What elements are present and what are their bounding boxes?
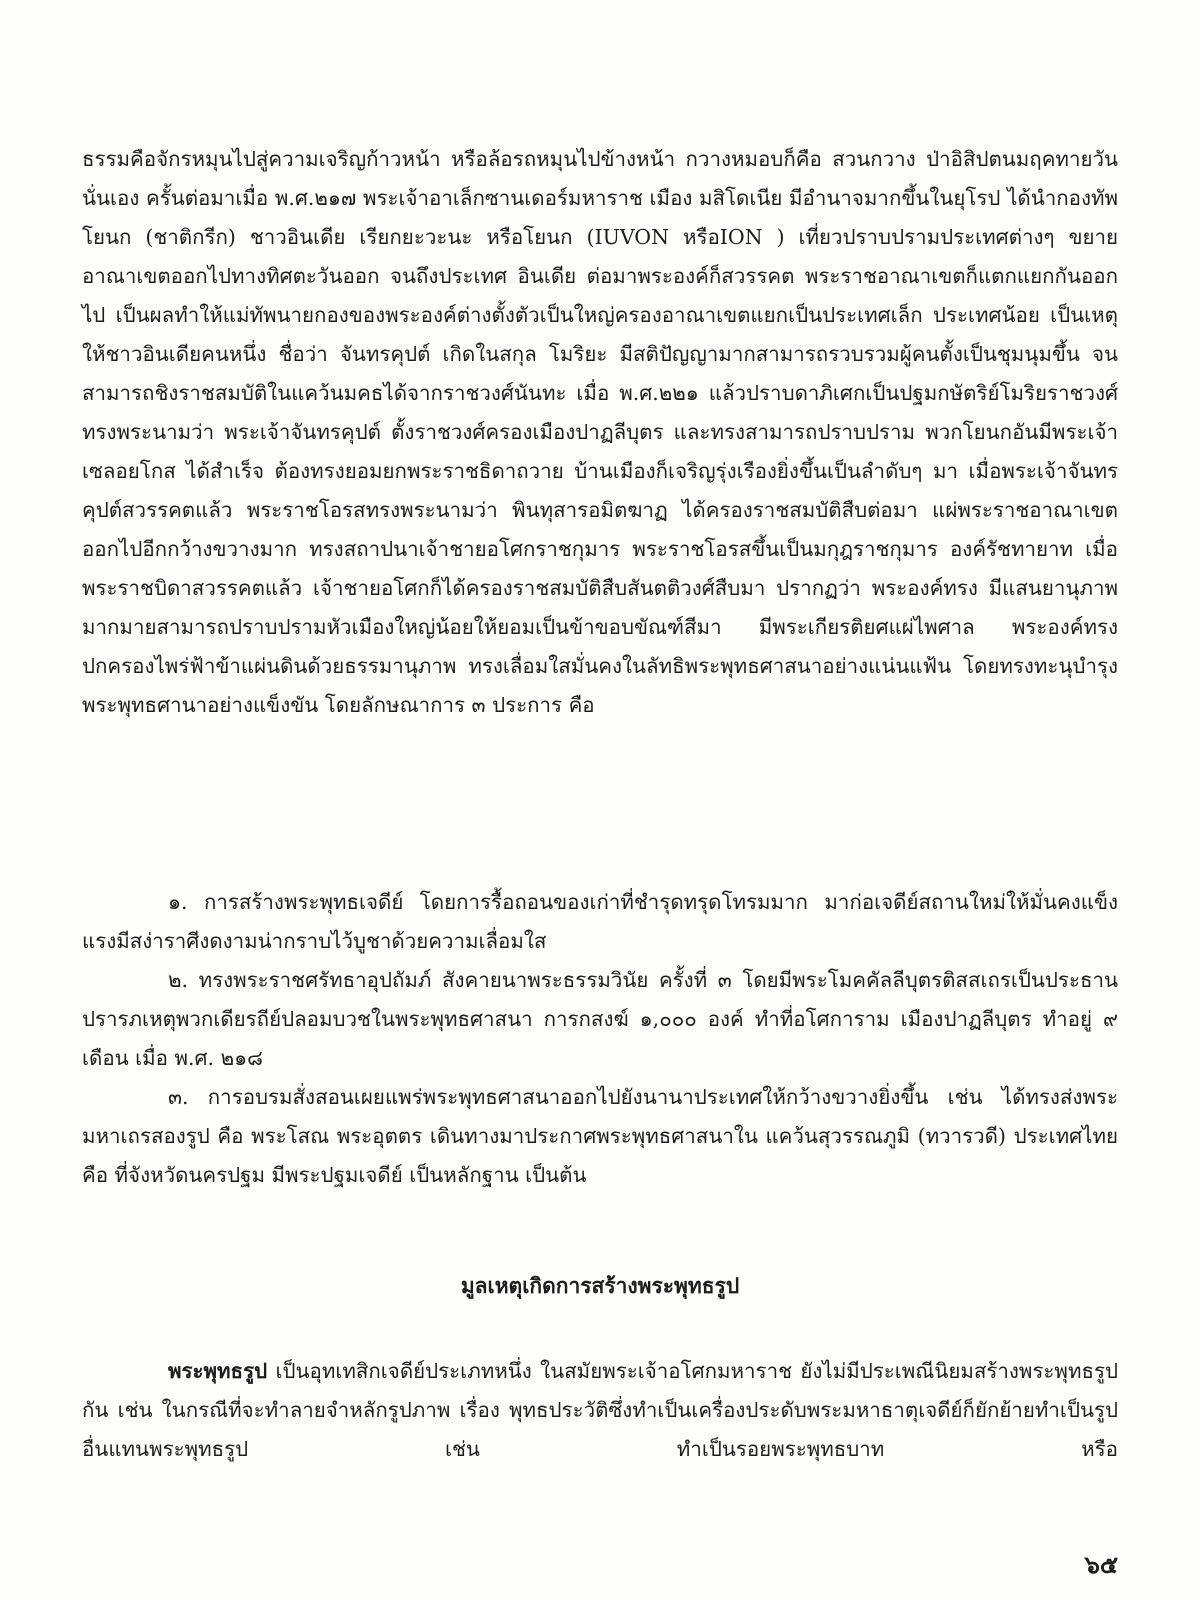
list-item-3: ๓. การอบรมสั่งสอนเผยแพร่พระพุทธศาสนาออกไปยังนานาประเทศให้กว้างขวางยิ่งขึ้น เช่น ได้ทรงส่งพระมหาเถรสองรูป คือ พระโสณ พระอุตตร เดินทางมาประกาศพระพุทธศาสนาใน แคว้นสุวรรณภูมิ (ทวารวดี) ประเทศไทยคือ ที่จังหวัดนครปฐม มีพระปฐมเจดีย์ เป็นหลักฐาน เป็นต้น xyxy=(82,1085,1118,1187)
paragraph-body: เป็นอุทเทสิกเจดีย์ประเภทหนึ่ง ในสมัยพระเจ้าอโศกมหาราช ยังไม่มีประเพณีนิยมสร้างพระพุทธรูปกัน เช่น ในกรณีที่จะทำลายจำหลักรูปภาพ เรื่อง พุทธประวัติซึ่งทำเป็นเครื่องประดับพระมหาธาตุเจดีย์ก็ยักย้ายทำเป็นรูปอื่นแทนพระพุทธรูป เช่น ทำเป็นรอยพระพุทธบาท หรือ xyxy=(82,1359,1118,1461)
paragraph-lead-term: พระพุทธรูป xyxy=(168,1359,268,1383)
page-number: ๖๕ xyxy=(1084,1550,1118,1579)
list-item-2: ๒. ทรงพระราชศรัทธาอุปถัมภ์ สังคายนาพระธรรมวินัย ครั้งที่ ๓ โดยมีพระโมคคัลลีบุตรติสสเถรเป็นประธาน ปรารภเหตุพวกเดียรถีย์ปลอมบวชในพระพุทธศาสนา การกสงฆ์ ๑,๐๐๐ องค์ ทำที่อโศการาม เมืองปาฏลีบุตร ทำอยู่ ๙ เดือน เมื่อ พ.ศ. ๒๑๘ xyxy=(82,968,1118,1070)
paragraph-history: ธรรมคือจักรหมุนไปสู่ความเจริญก้าวหน้า หรือล้อรถหมุนไปข้างหน้า กวางหมอบก็คือ สวนกวาง ป่าอิสิปตนมฤคทายวัน นั่นเอง ครั้นต่อมาเมื่อ พ.ศ.๒๑๗ พระเจ้าอาเล็กซานเดอร์มหาราช เมือง มสิโดเนีย มีอำนาจมากขึ้นในยุโรป ได้นำกองทัพโยนก (ชาติกรีก) ชาวอินเดีย เรียกยะวะนะ หรือโยนก (IUVON หรือION ) เที่ยวปราบปรามประเทศต่างๆ ขยายอาณาเขตออกไปทางทิศตะวันออก จนถึงประเทศ อินเดีย ต่อมาพระองค์ก็สวรรคต พระราชอาณาเขตก็แตกแยกกันออกไป เป็นผลทำให้แม่ทัพนายกองของพระองค์ต่างตั้งตัวเป็นใหญ่ครองอาณาเขตแยกเป็นประเทศเล็ก ประเทศน้อย เป็นเหตุให้ชาวอินเดียคนหนึ่ง ชื่อว่า จันทรคุปต์ เกิดในสกุล โมริยะ มีสติปัญญามากสามารถรวบรวมผู้คนตั้งเป็นชุมนุมขึ้น จนสามารถชิงราชสมบัติในแคว้นมคธได้จากราชวงศ์นันทะ เมื่อ พ.ศ.๒๒๑ แล้วปราบดาภิเศกเป็นปฐมกษัตริย์โมริยราชวงศ์ ทรงพระนามว่า พระเจ้าจันทรคุปต์ ตั้งราชวงศ์ครองเมืองปาฏลีบุตร และทรงสามารถปราบปราม พวกโยนกอันมีพระเจ้าเซลอยโกส ได้สำเร็จ ต้องทรงยอมยกพระราชธิดาถวาย บ้านเมืองก็เจริญรุ่งเรืองยิ่งขึ้นเป็นลำดับๆ มา เมื่อพระเจ้าจันทรคุปต์สวรรคตแล้ว พระราชโอรสทรงพระนามว่า พินทุสารอมิตฆาฏ ได้ครองราชสมบัติสืบต่อมา แผ่พระราชอาณาเขตออกไปอีกกว้างขวางมาก ทรงสถาปนาเจ้าชายอโศกราชกุมาร พระราชโอรสขึ้นเป็นมกุฎราชกุมาร องค์รัชทายาท เมื่อพระราชบิดาสวรรคตแล้ว เจ้าชายอโศกก็ได้ครองราชสมบัติสืบสันตติวงศ์สืบมา ปรากฏว่า พระองค์ทรง มีแสนยานุภาพมากมายสามารถปราบปรามหัวเมืองใหญ่น้อยให้ยอมเป็นข้าขอบขัณฑ์สีมา มีพระเกียรติยศแผ่ไพศาล พระองค์ทรงปกครองไพร่ฟ้าข้าแผ่นดินด้วยธรรมานุภาพ ทรงเลื่อมใสมั่นคงในลัทธิพระพุทธศาสนาอย่างแน่นแฟ้น โดยทรงทะนุบำรุงพระพุทธศานาอย่างแข็งขัน โดยลักษณาการ ๓ ประการ คือ xyxy=(82,147,1118,717)
section-heading: มูลเหตุเกิดการสร้างพระพุทธรูป xyxy=(460,1273,740,1298)
paragraph-buddha-image xyxy=(82,1352,1118,1469)
list-item-1: ๑. การสร้างพระพุทธเจดีย์ โดยการรื้อถอนของเก่าที่ชำรุดทรุดโทรมมาก มาก่อเจดีย์สถานใหม่ให้มั่นคงแข็งแรงมีสง่าราศีงดงามน่ากราบไว้บูชาด้วยความเลื่อมใส xyxy=(82,890,1118,953)
